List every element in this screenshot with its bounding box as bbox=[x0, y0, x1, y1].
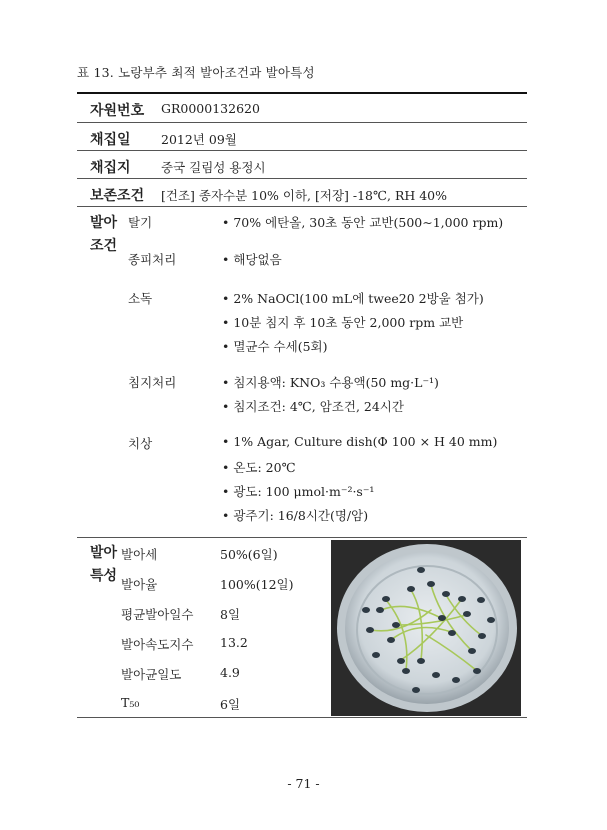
trait-label: 발아속도지수 bbox=[121, 637, 194, 652]
collection-date-label: 채집일 bbox=[90, 132, 131, 148]
trait-label: 평균발아일수 bbox=[121, 607, 194, 622]
germination-conditions-title-2: 조건 bbox=[90, 238, 118, 254]
row-divider bbox=[77, 150, 527, 151]
step-item: • 2% NaOCl(100 mL에 twee20 2방울 첨가) bbox=[222, 291, 484, 306]
trait-value: 13.2 bbox=[220, 635, 248, 650]
storage-condition-label: 보존조건 bbox=[90, 188, 145, 204]
storage-condition-value: [건조] 종자수분 10% 이하, [저장] -18℃, RH 40% bbox=[161, 188, 448, 203]
table-caption: 표 13. 노랑부추 최적 발아조건과 발아특성 bbox=[77, 65, 315, 80]
trait-label: 발아율 bbox=[121, 577, 158, 592]
step-item: • 온도: 20℃ bbox=[222, 460, 296, 475]
step-plating: 치상 bbox=[128, 436, 153, 451]
trait-value: 100%(12일) bbox=[220, 577, 294, 592]
step-item: • 1% Agar, Culture dish(Φ 100 × H 40 mm) bbox=[222, 434, 498, 449]
trait-value: 4.9 bbox=[220, 665, 240, 680]
germination-traits-title-2: 특성 bbox=[90, 568, 118, 584]
step-soaking: 침지처리 bbox=[128, 375, 177, 390]
page-number: - 71 - bbox=[287, 776, 320, 791]
step-item: • 광주기: 16/8시간(명/암) bbox=[222, 508, 369, 523]
table-bottom-rule bbox=[77, 717, 527, 718]
trait-label: 발아균일도 bbox=[121, 667, 182, 682]
collection-date-value: 2012년 09월 bbox=[161, 132, 237, 147]
trait-value: 6일 bbox=[220, 697, 241, 712]
trait-value: 8일 bbox=[220, 607, 241, 622]
section-divider bbox=[77, 537, 527, 538]
germination-traits-title-1: 발아 bbox=[90, 545, 118, 561]
step-item: • 멸균수 수세(5회) bbox=[222, 339, 328, 354]
trait-label: 발아세 bbox=[121, 547, 158, 562]
step-item: • 해당없음 bbox=[222, 252, 282, 267]
step-item: • 70% 에탄올, 30초 동안 교반(500∼1,000 rpm) bbox=[222, 215, 504, 230]
step-degassing: 탈기 bbox=[128, 215, 153, 230]
step-item: • 광도: 100 μmol·m⁻²·s⁻¹ bbox=[222, 484, 375, 499]
trait-value: 50%(6일) bbox=[220, 547, 278, 562]
row-divider bbox=[77, 206, 527, 207]
step-sterilization: 소독 bbox=[128, 291, 153, 306]
step-seedcoat: 종피처리 bbox=[128, 252, 177, 267]
step-item: • 침지용액: KNO₃ 수용액(50 mg·L⁻¹) bbox=[222, 375, 439, 390]
row-divider bbox=[77, 122, 527, 123]
resource-number-label: 자원번호 bbox=[90, 103, 145, 119]
table-top-rule bbox=[77, 92, 527, 94]
germination-conditions-title-1: 발아 bbox=[90, 215, 118, 231]
collection-site-label: 채집지 bbox=[90, 160, 131, 176]
step-item: • 10분 침지 후 10초 동안 2,000 rpm 교반 bbox=[222, 315, 464, 330]
trait-label: T₅₀ bbox=[121, 695, 140, 710]
germination-photo bbox=[331, 540, 521, 716]
row-divider bbox=[77, 178, 527, 179]
step-item: • 침지조건: 4℃, 암조건, 24시간 bbox=[222, 399, 404, 414]
collection-site-value: 중국 길림성 용정시 bbox=[161, 160, 266, 175]
resource-number-value: GR0000132620 bbox=[161, 101, 260, 116]
